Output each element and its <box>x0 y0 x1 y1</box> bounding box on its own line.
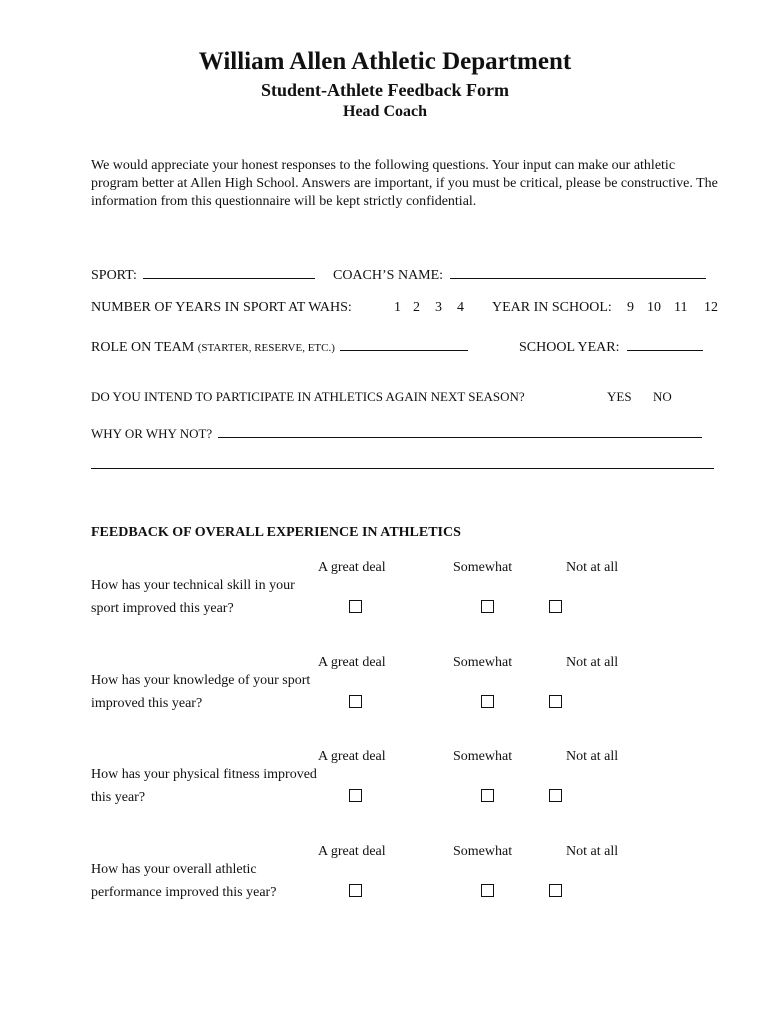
option-header-1: A great deal <box>318 843 386 859</box>
yes-option[interactable]: YES <box>607 389 632 404</box>
q4-checkbox-2[interactable] <box>481 884 494 897</box>
page-title: William Allen Athletic Department <box>198 48 572 75</box>
grade-option-12[interactable]: 12 <box>704 300 718 315</box>
years-in-sport-label: NUMBER OF YEARS IN SPORT AT WAHS: <box>91 300 352 315</box>
school-year-label: SCHOOL YEAR: <box>519 340 620 355</box>
intend-question: DO YOU INTEND TO PARTICIPATE IN ATHLETICS AGAIN NEXT SEASON? <box>91 389 525 404</box>
option-header-2: Somewhat <box>453 843 513 859</box>
q3-checkbox-1[interactable] <box>349 789 362 802</box>
option-header-3: Not at all <box>566 560 619 575</box>
option-header-3: Not at all <box>566 843 619 859</box>
coach-name-blank[interactable] <box>450 264 706 279</box>
question-3: How has your physical fitness improved this year? <box>91 767 317 805</box>
q4-checkbox-3[interactable] <box>549 884 562 897</box>
form-role-heading: Head Coach <box>343 103 427 120</box>
question-1: How has your technical skill in your sport improved this year? <box>91 578 295 616</box>
option-header-3: Not at all <box>566 654 619 670</box>
question-2: How has your knowledge of your sport improved this year? <box>91 672 311 711</box>
years-option-2[interactable]: 2 <box>413 300 420 315</box>
role-field <box>91 336 468 356</box>
option-header-2: Somewhat <box>453 560 513 575</box>
q4-checkbox-1[interactable] <box>349 884 362 897</box>
sport-label: SPORT: <box>91 268 137 283</box>
option-header-3: Not at all <box>566 749 619 764</box>
feedback-section-title: FEEDBACK OF OVERALL EXPERIENCE IN ATHLETICS <box>91 525 461 540</box>
question-4: How has your overall athletic performance improved this year? <box>91 861 277 900</box>
q1-checkbox-2[interactable] <box>481 600 494 613</box>
q3-checkbox-3[interactable] <box>549 789 562 802</box>
coach-name-field <box>333 264 706 284</box>
why-label: WHY OR WHY NOT? <box>91 426 213 441</box>
q2-checkbox-1[interactable] <box>349 695 362 708</box>
sport-blank[interactable] <box>143 264 315 279</box>
school-year-blank[interactable] <box>627 336 703 351</box>
years-option-4[interactable]: 4 <box>457 300 464 315</box>
option-header-2: Somewhat <box>453 749 513 764</box>
why-blank-line-2[interactable] <box>91 468 714 469</box>
q2-checkbox-3[interactable] <box>549 695 562 708</box>
role-hint: (STARTER, RESERVE, ETC.) <box>197 342 335 354</box>
grade-option-11[interactable]: 11 <box>674 300 688 315</box>
q3-checkbox-2[interactable] <box>481 789 494 802</box>
q1-checkbox-1[interactable] <box>349 600 362 613</box>
sport-field <box>91 264 315 284</box>
q1-checkbox-3[interactable] <box>549 600 562 613</box>
intro-paragraph: We would appreciate your honest responses to the following questions. Your input can make our athletic program better at Allen High School. Answers are important, if you must be critical, please be constructive. The information from this questionnaire will be kept strictly confidential. <box>91 158 718 209</box>
role-label: ROLE ON TEAM <box>91 340 195 355</box>
option-header-2: Somewhat <box>453 654 513 670</box>
why-field <box>91 423 702 442</box>
years-option-3[interactable]: 3 <box>435 300 442 315</box>
year-in-school-label: YEAR IN SCHOOL: <box>492 300 612 315</box>
option-header-1: A great deal <box>318 654 386 670</box>
option-header-1: A great deal <box>318 749 386 764</box>
years-option-1[interactable]: 1 <box>394 300 401 315</box>
role-blank[interactable] <box>340 336 468 351</box>
why-blank[interactable] <box>218 423 702 438</box>
form-subtitle: Student-Athlete Feedback Form <box>261 80 509 100</box>
q2-checkbox-2[interactable] <box>481 695 494 708</box>
option-header-1: A great deal <box>318 560 386 575</box>
grade-option-10[interactable]: 10 <box>647 300 661 315</box>
no-option[interactable]: NO <box>653 389 672 404</box>
coach-name-label: COACH’S NAME: <box>333 268 444 283</box>
school-year-field <box>519 336 703 356</box>
grade-option-9[interactable]: 9 <box>627 300 634 315</box>
